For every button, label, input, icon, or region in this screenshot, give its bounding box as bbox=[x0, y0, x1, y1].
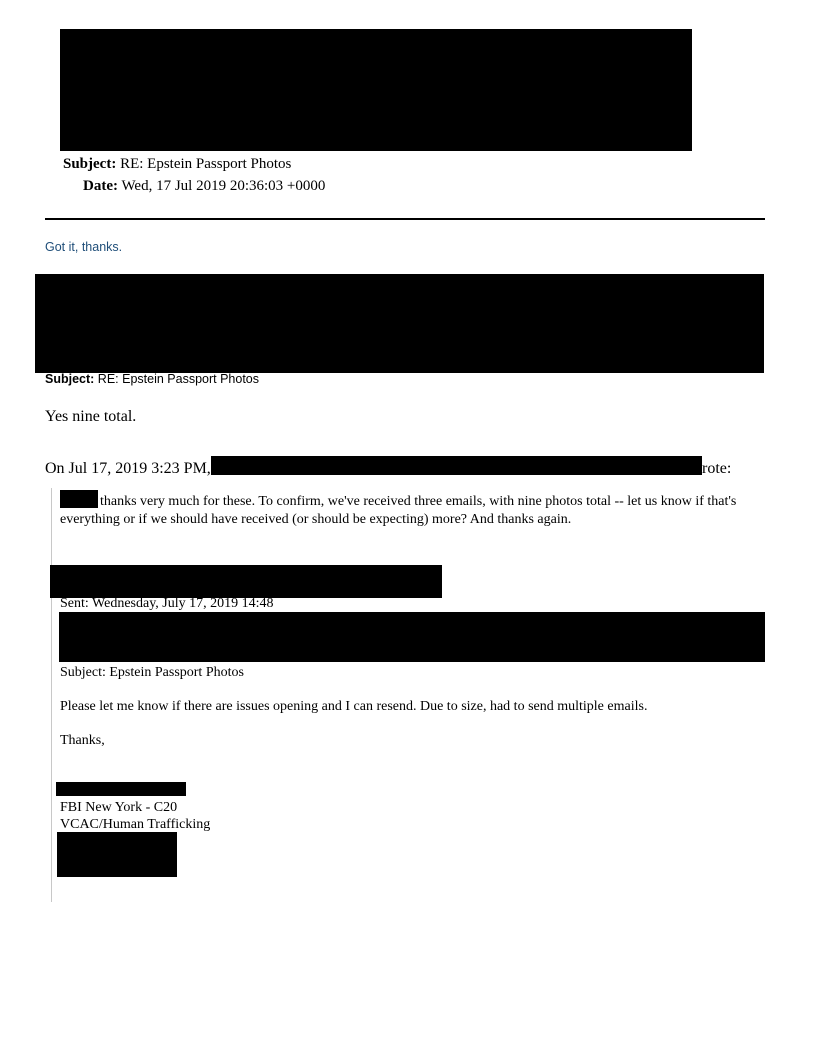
quoted-body: Please let me know if there are issues opening and I can resend. Due to size, had to send multiple emails. bbox=[60, 699, 648, 714]
signature-line-1: FBI New York - C20 bbox=[60, 800, 178, 815]
header-subject bbox=[63, 156, 291, 173]
quoted-sent-line: Sent: Wednesday, July 17, 2019 14:48 bbox=[60, 596, 274, 611]
header-date bbox=[83, 178, 325, 195]
header-subject-value: RE: Epstein Passport Photos bbox=[120, 156, 292, 172]
redaction-sender-name bbox=[211, 456, 702, 475]
reply-1-body: Got it, thanks. bbox=[45, 240, 123, 254]
quoted-message: thanks very much for these. To confirm, we've received three emails, with nine photos total -- let us know if that's everything or if we should have received (or should be expecting) more? And thanks again. bbox=[60, 494, 737, 527]
header-date-value: Wed, 17 Jul 2019 20:36:03 +0000 bbox=[121, 178, 326, 194]
reply-2-subject-value: RE: Epstein Passport Photos bbox=[97, 372, 259, 386]
signature-line-2: VCAC/Human Trafficking bbox=[60, 817, 211, 832]
reply-2-subject-label: Subject: bbox=[45, 372, 95, 386]
reply-2-body: Yes nine total. bbox=[45, 408, 137, 425]
redaction-header-block bbox=[60, 29, 692, 151]
quoted-subject-line: Subject: Epstein Passport Photos bbox=[60, 665, 244, 680]
quoted-closing: Thanks, bbox=[60, 733, 105, 748]
redaction-signature-contact bbox=[57, 832, 177, 877]
header-divider bbox=[45, 218, 765, 220]
redaction-reply-header bbox=[35, 274, 764, 373]
quote-intro-left: On Jul 17, 2019 3:23 PM, bbox=[45, 460, 211, 477]
redaction-original-from bbox=[50, 565, 442, 598]
redaction-original-recipients bbox=[59, 612, 765, 662]
quote-bar bbox=[51, 488, 52, 902]
reply-2-subject bbox=[45, 372, 259, 386]
header-subject-label: Subject: bbox=[63, 156, 117, 172]
header-date-label: Date: bbox=[83, 178, 118, 194]
quote-intro-right: rote: bbox=[702, 460, 732, 477]
redaction-signature-name bbox=[56, 782, 186, 796]
